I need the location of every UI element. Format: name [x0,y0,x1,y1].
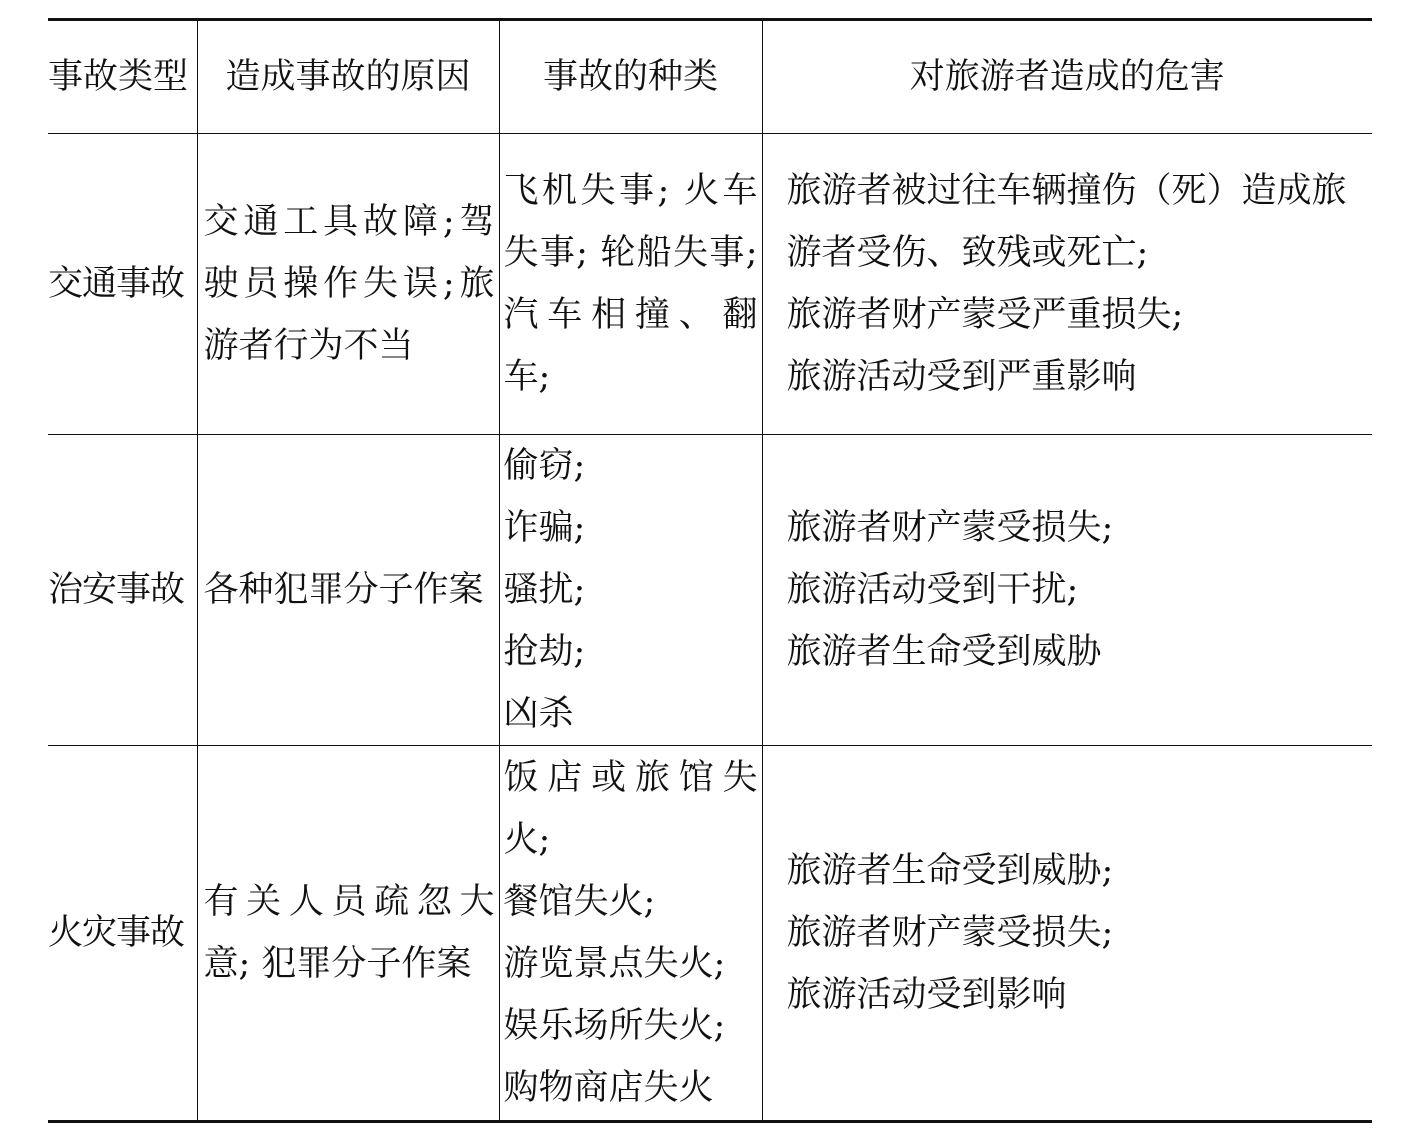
kind-cell [499,435,762,746]
harm-item: 旅游者财产蒙受损失; [786,913,1114,953]
kind-item: 餐馆失火; [503,882,656,922]
cause-cell: 各种犯罪分子作案 [197,435,499,746]
kind-item: 偷窃; [503,446,586,486]
kind-item: 游览景点失火; [503,944,726,984]
cause-cell: 有关人员疏忽大意; 犯罪分子作案 [197,746,499,1122]
harm-item: 旅游者生命受到威胁 [786,632,1102,672]
header-cause: 造成事故的原因 [197,20,499,134]
header-accident-type: 事故类型 [48,20,197,134]
table-row [48,134,1372,435]
cause-cell: 交通工具故障;驾驶员操作失误;旅游者行为不当 [197,134,499,435]
kind-item: 饭店或旅馆失火; [503,758,758,860]
harm-cell [762,134,1372,435]
harm-item: 旅游者财产蒙受损失; [786,508,1114,548]
harm-item: 旅游活动受到严重影响 [786,357,1137,397]
harm-cell [762,746,1372,1122]
kind-item: 飞机失事; 火车失事; 轮船失事; 汽车相撞、翻车; [503,171,758,397]
table-header-row [48,20,1372,134]
header-kind: 事故的种类 [499,20,762,134]
table-row [48,746,1372,1122]
kind-item: 抢劫; [503,632,586,672]
harm-item: 旅游者被过往车辆撞伤（死）造成旅游者受伤、致残或死亡; [786,171,1347,273]
harm-cell [762,435,1372,746]
kind-item: 凶杀 [503,694,574,734]
accident-type-cell: 火灾事故 [48,746,197,1122]
accident-type-cell: 治安事故 [48,435,197,746]
kind-item: 购物商店失火 [503,1068,714,1108]
kind-item: 骚扰; [503,570,586,610]
header-harm: 对旅游者造成的危害 [762,20,1372,134]
harm-item: 旅游活动受到干扰; [786,570,1079,610]
harm-item: 旅游活动受到影响 [786,975,1067,1015]
kind-cell [499,134,762,435]
harm-item: 旅游者生命受到威胁; [786,851,1114,891]
accident-table [48,18,1372,1123]
accident-type-cell: 交通事故 [48,134,197,435]
table-row [48,435,1372,746]
harm-item: 旅游者财产蒙受严重损失; [786,295,1184,335]
kind-item: 诈骗; [503,508,586,548]
accident-table-container [48,18,1372,1123]
kind-item: 娱乐场所失火; [503,1006,726,1046]
kind-cell [499,746,762,1122]
